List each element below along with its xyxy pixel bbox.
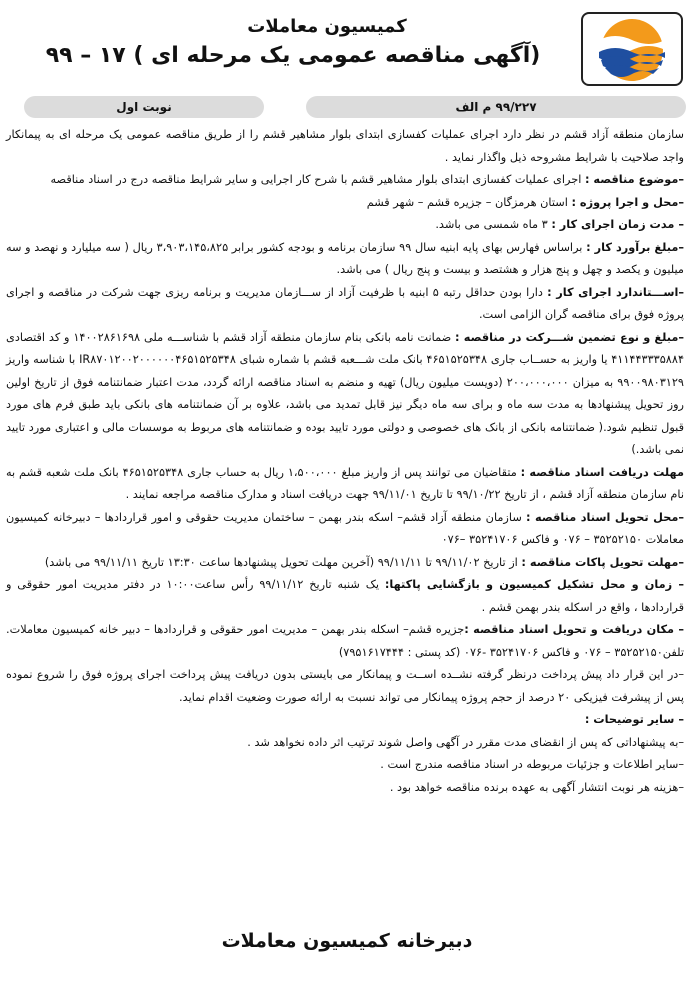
paragraph-text: سازمان منطقه آزاد قشم– اسکه بندر بهمن – ساختمان مدیریت حقوقی و امور قراردادها – دبیرخانه کمیسیون معاملات ۳۵۲۵۲۱۵۰ – ۰۷۶ و فاکس ۳۵۲۴۱۷۰۶ –۰۷۶: [6, 510, 684, 546]
paragraph-label: –موضوع مناقصه :: [584, 173, 684, 186]
notice-paragraph: [6, 732, 684, 755]
paragraph-label: – سایر توضیحات :: [584, 713, 684, 726]
notice-paragraph: [6, 282, 684, 327]
paragraph-text: –به پیشنهاداتی که پس از انقضای مدت مقرر در آگهی واصل شوند ترتیب اثر داده نخواهد شد .: [247, 735, 684, 749]
paragraph-label: –محل تحویل اسناد مناقصه :: [525, 510, 684, 524]
header-subtitle: (آگهی مناقصه عمومی یک مرحله ای ) ۱۷ – ۹۹: [45, 43, 541, 68]
sun-waves-logo-icon: [589, 16, 675, 84]
paragraph-text: سازمان منطقه آزاد قشم در نظر دارد اجرای عملیات کفسازی ابتدای بلوار مشاهیر قشم را از طریق مناقصه عمومی یک مرحله ای به پیمانکار واجد صلاحیت با شرایط مشروحه ذیل واگذار نماید .: [6, 128, 684, 164]
notice-paragraph: [6, 214, 684, 237]
notice-paragraph: [6, 777, 684, 800]
paragraph-text: اجرای عملیات کفسازی ابتدای بلوار مشاهیر قشم با شرح کار اجرایی و سایر شرایط مناقصه درج در اسناد مناقصه: [50, 173, 585, 186]
notice-paragraph: [6, 552, 684, 575]
notice-paragraph: [6, 169, 684, 192]
notice-code-badge: ۹۹/۲۲۷ م الف: [306, 96, 686, 118]
paragraph-text: دارا بودن حداقل رتبه ۵ ابنیه با ظرفیت آزاد از ســـازمان مدیریت و برنامه ریزی جهت شرکت در مناقصه و اجرای پروژه فوق برای مناقصه گران الزامی است.: [6, 285, 684, 321]
notice-body: [6, 124, 684, 799]
paragraph-label: – مکان دریافت و تحویل اسناد مناقصه :: [464, 623, 684, 636]
paragraph-text: براساس فهارس بهای پایه ابنیه سال ۹۹ سازمان برنامه و بودجه کشور برابر ۳،۹۰۳،۱۴۵،۸۲۵ ریال ( سه میلیارد و نهصد و سه میلیون و یکصد و چهل و پنج هزار و هشتصد و بیست و پنج ریال ) می باشد.: [6, 240, 684, 276]
paragraph-label: –اســـتاندارد اجرای کار :: [547, 285, 684, 299]
paragraph-text: استان هرمزگان – جزیره قشم – شهر قشم: [366, 195, 572, 209]
notice-paragraph: [6, 507, 684, 552]
paragraph-text: –سایر اطلاعات و جزئیات مربوطه در اسناد مناقصه مندرج است .: [380, 758, 684, 771]
paragraph-text: جزیره قشم– اسکله بندر بهمن – مدیریت امور حقوقی و قراردادها – دبیر خانه کمیسیون معاملات. تلفن۳۵۲۵۲۱۵۰ – ۰۷۶ و فاکس ۳۵۲۴۱۷۰۶ -۰۷۶ (کد پستی : ۷۹۵۱۶۱۷۴۴۴): [6, 623, 684, 659]
logo: [581, 12, 683, 86]
paragraph-label: – مدت زمان اجرای کار :: [551, 218, 684, 231]
paragraph-label: –مهلت تحویل پاکات مناقصه :: [521, 555, 684, 569]
footer-signature: دبیرخانه کمیسیون معاملات: [221, 930, 473, 952]
notice-paragraph: [6, 664, 684, 709]
paragraph-label: –مبلغ برآورد کار :: [586, 240, 684, 254]
notice-paragraph: [6, 462, 684, 507]
paragraph-text: یک شنبه تاریخ ۹۹/۱۱/۱۲ رأس ساعت۱۰:۰۰ در دفتر مدیریت امور حقوقی و قراردادها ، واقع در اسکله بندر بهمن قشم .: [6, 578, 684, 614]
notice-paragraph: [6, 192, 684, 215]
notice-paragraph: [6, 574, 684, 619]
paragraph-label: مهلت دریافت اسناد مناقصه :: [520, 465, 684, 479]
paragraph-label: –محل و اجرا پروژه :: [571, 195, 684, 209]
notice-round-badge: نوبت اول: [24, 96, 264, 118]
notice-paragraph: [6, 124, 684, 169]
notice-paragraph: [6, 709, 684, 732]
paragraph-text: متقاضیان می توانند پس از واریز مبلغ ۱،۵۰۰،۰۰۰ ریال به حساب جاری ۴۶۵۱۵۲۵۳۴۸ بانک ملت شعبه قشم به نام سازمان منطقه آزاد قشم ، از تاریخ ۹۹/۱۰/۲۲ تا تاریخ ۹۹/۱۱/۰۱ جهت دریافت اسناد و مدارک مناقصه مراجعه نمایند .: [6, 465, 684, 501]
paragraph-text: ۳ ماه شمسی می باشد.: [435, 218, 552, 231]
notice-paragraph: [6, 619, 684, 664]
notice-paragraph: [6, 754, 684, 777]
notice-paragraph: [6, 327, 684, 462]
paragraph-label: –مبلغ و نوع تضمین شـــرکت در مناقصه :: [455, 330, 684, 344]
notice-paragraph: [6, 237, 684, 282]
paragraph-text: –هزینه هر نوبت انتشار آگهی به عهده برنده مناقصه خواهد بود .: [389, 780, 684, 794]
paragraph-text: از تاریخ ۹۹/۱۱/۰۲ تا ۹۹/۱۱/۱۱ (آخرین مهلت تحویل پیشنهادها ساعت ۱۳:۳۰ تاریخ ۹۹/۱۱/۱۱ می باشد): [44, 555, 522, 569]
paragraph-label: – زمان و محل تشکیل کمیسیون و بازگشایی پاکتها:: [384, 578, 684, 591]
header-title: کمیسیون معاملات: [247, 16, 407, 37]
paragraph-text: –در این قرار داد پیش پرداخت درنظر گرفته نشــده اســت و پیمانکار می بایستی بدون دریافت پیش پرداخت اجرای پروژه فوق را شروع نموده پس از پیشرفت فیزیکی ۲۰ درصد از حجم پروژه پیمانکار می تواند نسبت به ارائه صورت وضعیت اقدام نماید.: [6, 668, 684, 704]
paragraph-text: ضمانت نامه بانکی بنام سازمان منطقه آزاد قشم با شناســـه ملی ۱۴۰۰۲۸۶۱۶۹۸ و کد اقتصادی ۴۱۱۴۴۳۳۳۵۸۸۴ یا واریز به حســاب جاری ۴۶۵۱۵۲۵۳۴۸ بانک ملت شـــعبه قشم با شماره شبای IR۸۷۰۱۲۰۰۲۰۰۰۰۰۰۴۶۵۱۵۲۵۳۴۸ با شناسه واریز ۹۹۰۰۹۸۰۳۱۲۹ به میزان ۲۰۰،۰۰۰،۰۰۰ (دویست میلیون ریال) تهیه و منضم به اسناد مناقصه ارائه گردد، مدت اعتبار ضمانتنامه فوق از تاریخ اولین روز تحویل پیشنهادها به مدت سه ماه و برای سه ماه دیگر نیز قابل تمدید می باشد، علاوه بر آن ضمانتنامه های بانکی باید طبق فرم های مورد قبول تنظیم شود.( ضمانتنامه بانکی از بانک های خصوصی و دولتی مورد تایید بوده و ضمانتنامه های مربوط به موسسات مالی و اعتباری مورد تایید نمی باشد.): [6, 330, 685, 456]
